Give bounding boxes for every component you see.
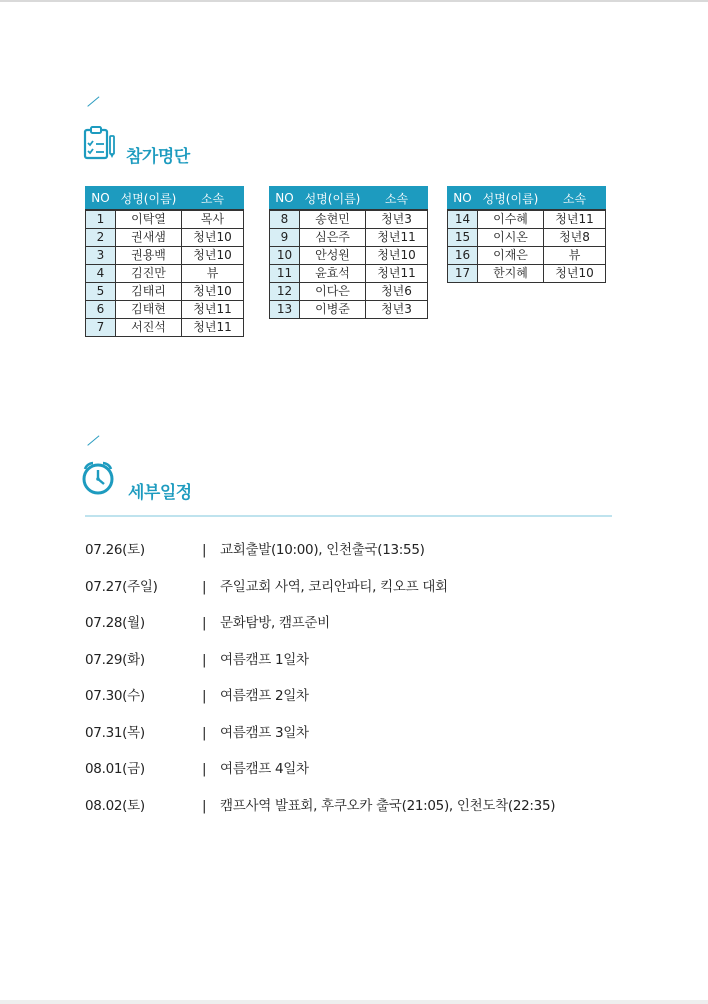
schedule-description: 여름캠프 3일차 (220, 724, 309, 741)
schedule-date: 07.28(월) (85, 615, 145, 631)
schedule-separator: | (202, 688, 207, 704)
clock-icon (80, 460, 116, 496)
participant-name: 권새샘 (116, 229, 182, 247)
participant-affiliation: 청년10 (544, 265, 606, 283)
table-row (448, 229, 606, 247)
participant-name: 이재은 (478, 247, 544, 265)
table-row (86, 319, 244, 337)
participant-no: 2 (86, 229, 116, 247)
participant-name: 송현민 (300, 210, 366, 229)
table-row (270, 265, 428, 283)
participants-table-3 (447, 186, 606, 283)
participant-name: 김태리 (116, 283, 182, 301)
participant-affiliation: 목사 (182, 210, 244, 229)
table-row (270, 229, 428, 247)
participant-affiliation: 청년11 (544, 210, 606, 229)
participant-no: 4 (86, 265, 116, 283)
schedule-title: 세부일정 (128, 483, 192, 503)
table-row (270, 247, 428, 265)
participant-no: 5 (86, 283, 116, 301)
participant-no: 1 (86, 210, 116, 229)
participants-table-2 (269, 186, 428, 319)
header-affiliation: 소속 (544, 187, 606, 211)
table-row (86, 229, 244, 247)
participant-no: 9 (270, 229, 300, 247)
participant-no: 10 (270, 247, 300, 265)
participant-name: 서진석 (116, 319, 182, 337)
schedule-separator: | (202, 761, 207, 777)
header-name: 성명(이름) (478, 187, 544, 211)
participant-affiliation: 청년10 (182, 247, 244, 265)
schedule-separator: | (202, 578, 207, 595)
schedule-description: 주일교회 사역, 코리안파티, 킥오프 대회 (220, 578, 448, 595)
clipboard-checklist-icon (83, 126, 119, 160)
bottom-border-line (0, 1000, 708, 1004)
schedule-date: 07.30(수) (85, 688, 145, 704)
participant-affiliation: 청년8 (544, 229, 606, 247)
table-row (86, 301, 244, 319)
table-row (448, 265, 606, 283)
participant-no: 11 (270, 265, 300, 283)
participant-name: 이병준 (300, 301, 366, 319)
participant-affiliation: 청년3 (366, 210, 428, 229)
schedule-description: 여름캠프 2일차 (220, 688, 309, 704)
participant-no: 6 (86, 301, 116, 319)
schedule-date: 07.26(토) (85, 542, 145, 558)
schedule-date: 08.02(토) (85, 797, 145, 814)
participant-name: 김태현 (116, 301, 182, 319)
participants-table-1 (85, 186, 244, 337)
participant-affiliation: 뷰 (544, 247, 606, 265)
participant-name: 이수혜 (478, 210, 544, 229)
schedule-separator: | (202, 651, 207, 668)
schedule-separator: | (202, 724, 207, 741)
participant-no: 16 (448, 247, 478, 265)
participant-no: 15 (448, 229, 478, 247)
schedule-date: 08.01(금) (85, 761, 145, 777)
participant-no: 17 (448, 265, 478, 283)
participant-name: 이시온 (478, 229, 544, 247)
participant-name: 권용백 (116, 247, 182, 265)
table-row (448, 210, 606, 229)
schedule-description: 문화탐방, 캠프준비 (220, 615, 330, 631)
participant-no: 13 (270, 301, 300, 319)
participant-affiliation: 청년10 (182, 229, 244, 247)
participant-affiliation: 청년10 (366, 247, 428, 265)
table-row (270, 210, 428, 229)
participant-no: 8 (270, 210, 300, 229)
participant-affiliation: 청년11 (182, 319, 244, 337)
participant-name: 심은주 (300, 229, 366, 247)
participant-no: 7 (86, 319, 116, 337)
participant-no: 3 (86, 247, 116, 265)
participant-affiliation: 청년6 (366, 283, 428, 301)
table-row (448, 247, 606, 265)
table-row (270, 283, 428, 301)
participant-name: 한지혜 (478, 265, 544, 283)
participant-name: 김진만 (116, 265, 182, 283)
schedule-description: 여름캠프 4일차 (220, 761, 309, 777)
table-row (86, 265, 244, 283)
header-name: 성명(이름) (116, 187, 182, 211)
schedule-date: 07.31(목) (85, 724, 145, 741)
schedule-date: 07.29(화) (85, 651, 145, 668)
table-row (86, 283, 244, 301)
participant-no: 12 (270, 283, 300, 301)
participant-affiliation: 청년3 (366, 301, 428, 319)
participant-name: 이탁열 (116, 210, 182, 229)
table-row (86, 247, 244, 265)
participant-name: 윤효석 (300, 265, 366, 283)
header-no: NO (448, 187, 478, 211)
schedule-description: 교회출발(10:00), 인천출국(13:55) (220, 542, 425, 558)
header-name: 성명(이름) (300, 187, 366, 211)
slash-decoration (87, 435, 99, 447)
header-affiliation: 소속 (366, 187, 428, 211)
header-no: NO (86, 187, 116, 211)
schedule-description: 캠프사역 발표회, 후쿠오카 출국(21:05), 인천도착(22:35) (220, 797, 556, 814)
schedule-description: 여름캠프 1일차 (220, 651, 309, 668)
header-no: NO (270, 187, 300, 211)
participants-title: 참가명단 (126, 147, 190, 167)
schedule-date: 07.27(주일) (85, 578, 158, 595)
table-row (86, 210, 244, 229)
table-row (270, 301, 428, 319)
schedule-separator: | (202, 797, 207, 814)
participant-affiliation: 청년10 (182, 283, 244, 301)
slash-decoration (87, 96, 99, 108)
participant-affiliation: 청년11 (182, 301, 244, 319)
participant-no: 14 (448, 210, 478, 229)
header-affiliation: 소속 (182, 187, 244, 211)
participant-affiliation: 뷰 (182, 265, 244, 283)
top-border-line (0, 0, 708, 2)
schedule-separator: | (202, 615, 207, 631)
participant-name: 이다은 (300, 283, 366, 301)
participant-affiliation: 청년11 (366, 229, 428, 247)
participant-affiliation: 청년11 (366, 265, 428, 283)
schedule-separator: | (202, 542, 207, 558)
schedule-divider (85, 515, 612, 517)
participant-name: 안성원 (300, 247, 366, 265)
